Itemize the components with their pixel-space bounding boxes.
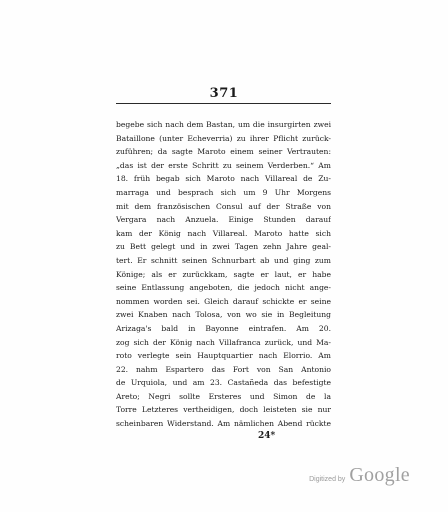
text-line: zog sich der König nach Villafranca zurück, und Ma-: [116, 337, 331, 347]
text-line: de Urquiola, und am 23. Castañeda das befestigte: [116, 378, 331, 388]
text-line: zuführen; da sagte Maroto einem seiner Vertrauten:: [116, 147, 331, 157]
text-line: Könige; als er zurückkam, sagte er laut, er habe: [116, 269, 331, 279]
text-line: 22. nahm Espartero das Fort von San Antonio: [116, 364, 331, 374]
text-line: kam der König nach Villareal. Maroto hatte sich: [116, 228, 331, 238]
text-line: tert. Er schnitt seinen Schnurbart ab und ging zum: [116, 255, 331, 265]
text-line: roto verlegte sein Hauptquartier nach Elorrio. Am: [116, 351, 331, 361]
text-line: seine Entlassung angeboten, die jedoch nicht ange-: [116, 283, 331, 293]
digitization-watermark: [309, 464, 410, 487]
signature-mark: 24*: [258, 431, 276, 441]
text-line: zwei Knaben nach Tolosa, von wo sie in Begleitung: [116, 310, 331, 320]
text-line: Vergara nach Anzuela. Einige Stunden darauf: [116, 215, 331, 225]
header-rule: [116, 103, 331, 104]
page-number: 371: [209, 86, 239, 101]
text-line: Torre Letzteres vertheidigen, doch leisteten sie nur: [116, 405, 331, 415]
text-line: begebe sich nach dem Bastan, um die insurgirten zwei: [116, 120, 331, 129]
text-line: 18. früh begab sich Maroto nach Villareal de Zu-: [116, 174, 331, 184]
text-line: „das ist der erste Schritt zu seinem Verderben.“ Am: [116, 160, 331, 170]
text-line: mit dem französischen Consul auf der Straße von: [116, 201, 331, 211]
google-logo: Google: [349, 464, 410, 486]
watermark-prefix: Digitized by: [309, 476, 346, 483]
text-line: Areto; Negri sollte Ersteres und Simon de la: [116, 391, 331, 401]
text-line: zu Bett gelegt und in zwei Tagen zehn Jahre geal-: [116, 242, 331, 252]
text-line: Arizaga's bald in Bayonne eintrafen. Am 20.: [116, 323, 331, 333]
text-line: marraga und besprach sich um 9 Uhr Morgens: [116, 187, 331, 197]
text-line: scheinbaren Widerstand. Am nämlichen Abend rückte: [116, 419, 331, 429]
body-text: [116, 118, 331, 431]
text-line: nommen worden sei. Gleich darauf schickte er seine: [116, 296, 331, 306]
text-line: Bataillone (unter Echeverria) zu ihrer Pflicht zurück-: [116, 133, 331, 143]
